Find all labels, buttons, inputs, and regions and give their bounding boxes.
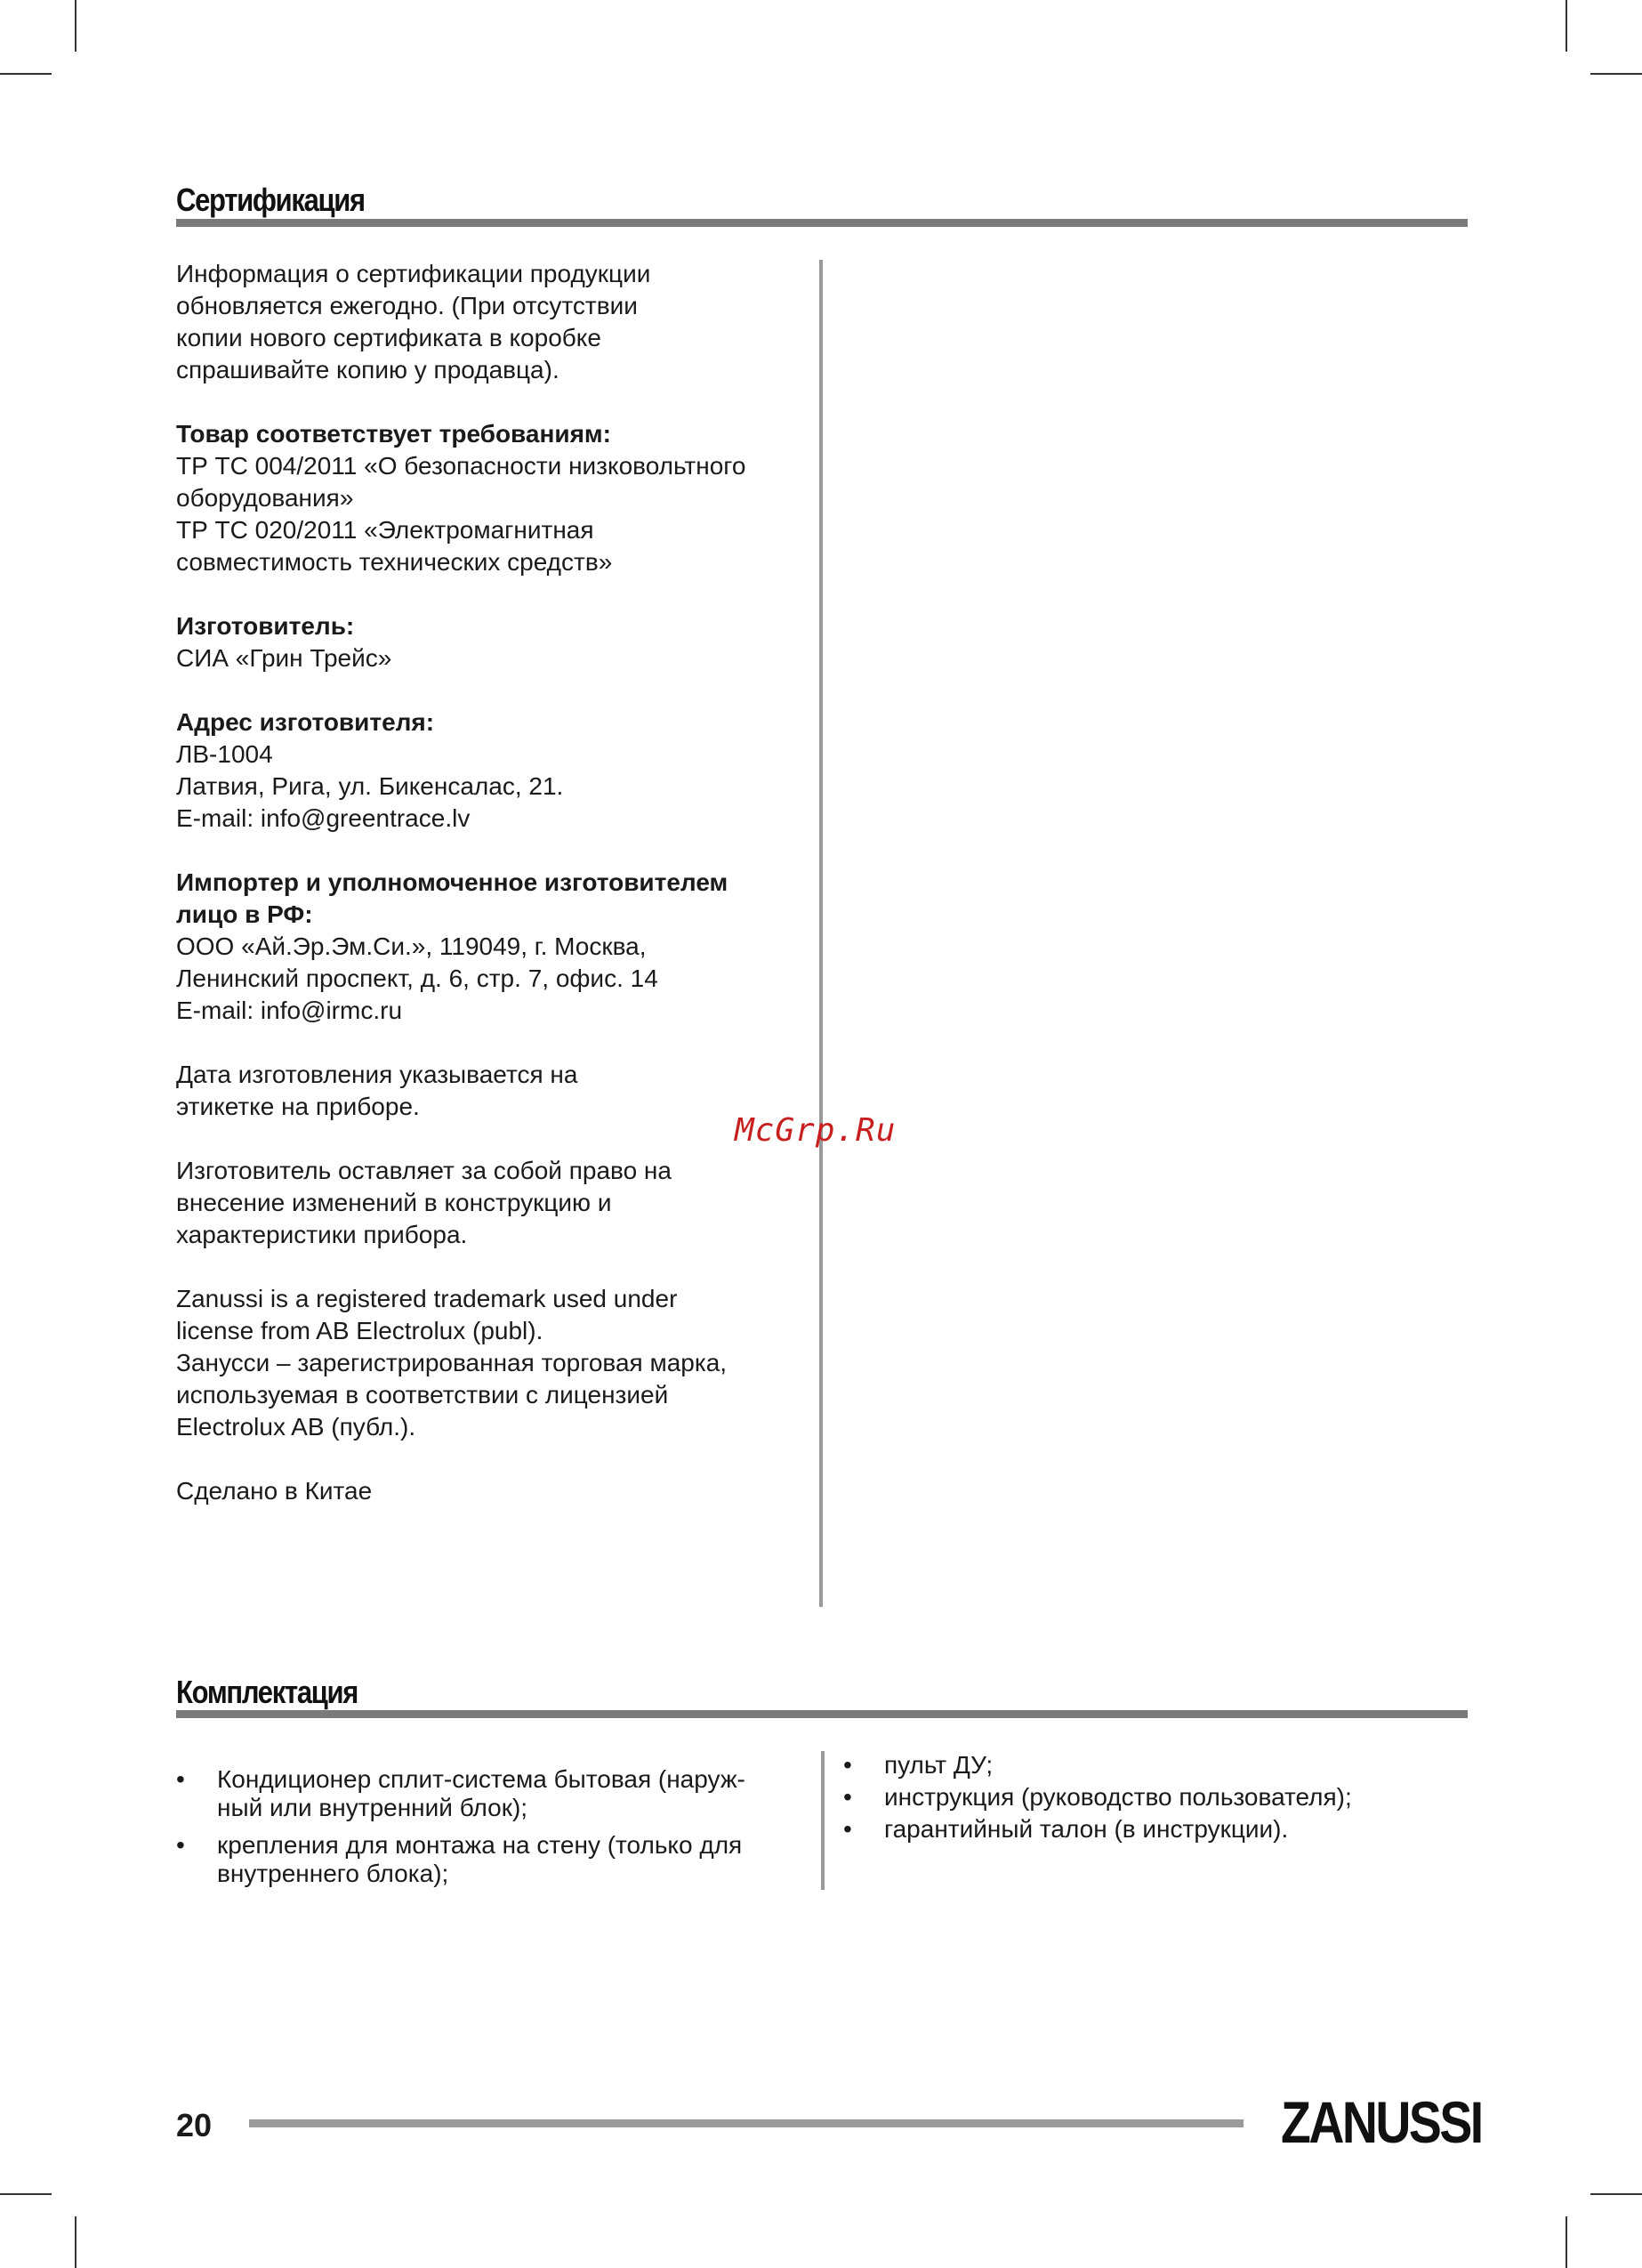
made-in-text: Сделано в Китае bbox=[176, 1477, 373, 1505]
importer-heading: лицо в РФ: bbox=[176, 900, 313, 928]
text-line: этикетке на приборе. bbox=[176, 1093, 420, 1120]
text-line: Ленинский проспект, д. 6, стр. 7, офис. 14 bbox=[176, 965, 658, 992]
text-line: ный или внутренний блок); bbox=[217, 1794, 528, 1821]
rights-note-paragraph bbox=[176, 1155, 808, 1251]
requirements-heading: Товар соответствует требованиям: bbox=[176, 420, 611, 448]
made-in-paragraph bbox=[176, 1475, 808, 1507]
importer-paragraph bbox=[176, 867, 808, 1027]
bullet-icon: • bbox=[176, 1765, 185, 1793]
crop-mark bbox=[0, 2193, 52, 2195]
footer-rule bbox=[249, 2119, 1244, 2127]
text-line: внесение изменений в конструкцию и bbox=[176, 1189, 612, 1216]
contents-list-left bbox=[176, 1765, 809, 1897]
text-line: Информация о сертификации продукции bbox=[176, 260, 651, 287]
list-item bbox=[843, 1783, 1466, 1812]
text-line: Electrolux AB (публ.). bbox=[176, 1413, 416, 1441]
text-line: Занусси – зарегистрированная торговая марка, bbox=[176, 1349, 728, 1376]
list-item bbox=[843, 1815, 1466, 1844]
crop-mark bbox=[1590, 73, 1642, 75]
bullet-icon: • bbox=[843, 1783, 852, 1811]
date-note-paragraph bbox=[176, 1059, 808, 1123]
text-line: гарантийный талон (в инструкции). bbox=[884, 1815, 1289, 1843]
crop-mark bbox=[1566, 0, 1567, 52]
text-line: совместимость технических средств» bbox=[176, 548, 613, 576]
list-item bbox=[176, 1765, 809, 1822]
bullet-icon: • bbox=[176, 1831, 185, 1859]
text-line: Латвия, Рига, ул. Бикенсалас, 21. bbox=[176, 772, 564, 800]
text-line: Изготовитель оставляет за собой право на bbox=[176, 1157, 672, 1184]
column-divider bbox=[819, 260, 823, 1607]
bullet-icon: • bbox=[843, 1751, 852, 1779]
contents-title: Комплектация bbox=[176, 1674, 358, 1710]
crop-mark bbox=[75, 0, 76, 52]
manufacturer-email: E-mail: info@greentrace.lv bbox=[176, 804, 471, 832]
crop-mark bbox=[0, 73, 52, 75]
trademark-paragraph bbox=[176, 1283, 808, 1443]
requirements-paragraph bbox=[176, 418, 808, 578]
crop-mark bbox=[75, 2216, 76, 2268]
text-line: характеристики прибора. bbox=[176, 1221, 468, 1248]
crop-mark bbox=[1566, 2216, 1567, 2268]
address-heading: Адрес изготовителя: bbox=[176, 708, 435, 736]
text-line: инструкция (руководство пользователя); bbox=[884, 1783, 1352, 1811]
text-line: пульт ДУ; bbox=[884, 1751, 994, 1779]
contents-list-right bbox=[843, 1751, 1466, 1847]
section-divider bbox=[176, 219, 1468, 227]
manufacturer-paragraph bbox=[176, 610, 808, 674]
manufacturer-heading: Изготовитель: bbox=[176, 612, 355, 640]
page-number: 20 bbox=[176, 2107, 213, 2143]
text-line: ООО «Ай.Эр.Эм.Си.», 119049, г. Москва, bbox=[176, 932, 647, 960]
text-line: крепления для монтажа на стену (только для bbox=[217, 1831, 743, 1859]
text-line: оборудования» bbox=[176, 484, 354, 512]
text-line: license from AB Electrolux (publ). bbox=[176, 1317, 543, 1344]
watermark: McGrp.Ru bbox=[735, 1112, 897, 1149]
manufacturer-name: СИА «Грин Трейс» bbox=[176, 644, 392, 672]
text-line: Zanussi is a registered trademark used under bbox=[176, 1285, 678, 1312]
text-line: обновляется ежегодно. (При отсутствии bbox=[176, 292, 638, 319]
section-divider bbox=[176, 1710, 1468, 1718]
importer-email: E-mail: info@irmc.ru bbox=[176, 997, 403, 1024]
text-line: Дата изготовления указывается на bbox=[176, 1061, 578, 1088]
address-paragraph bbox=[176, 706, 808, 835]
list-item bbox=[843, 1751, 1466, 1780]
text-line: спрашивайте копию у продавца). bbox=[176, 356, 559, 383]
certification-body bbox=[176, 258, 808, 1539]
text-line: внутреннего блока); bbox=[217, 1860, 449, 1887]
column-divider bbox=[821, 1751, 825, 1890]
text-line: Кондиционер сплит-система бытовая (наруж- bbox=[217, 1765, 745, 1793]
text-line: используемая в соответствии с лицензией bbox=[176, 1381, 669, 1408]
intro-paragraph bbox=[176, 258, 808, 386]
importer-heading: Импортер и уполномоченное изготовителем bbox=[176, 868, 728, 896]
text-line: ТР ТС 004/2011 «О безопасности низковольтного bbox=[176, 452, 746, 480]
bullet-icon: • bbox=[843, 1815, 852, 1843]
text-line: ЛВ-1004 bbox=[176, 740, 273, 768]
text-line: копии нового сертификата в коробке bbox=[176, 324, 601, 351]
crop-mark bbox=[1590, 2193, 1642, 2195]
certification-title: Сертификация bbox=[176, 182, 365, 218]
list-item bbox=[176, 1831, 809, 1888]
brand-logo: ZANUSSI bbox=[1281, 2089, 1482, 2155]
text-line: ТР ТС 020/2011 «Электромагнитная bbox=[176, 516, 594, 544]
